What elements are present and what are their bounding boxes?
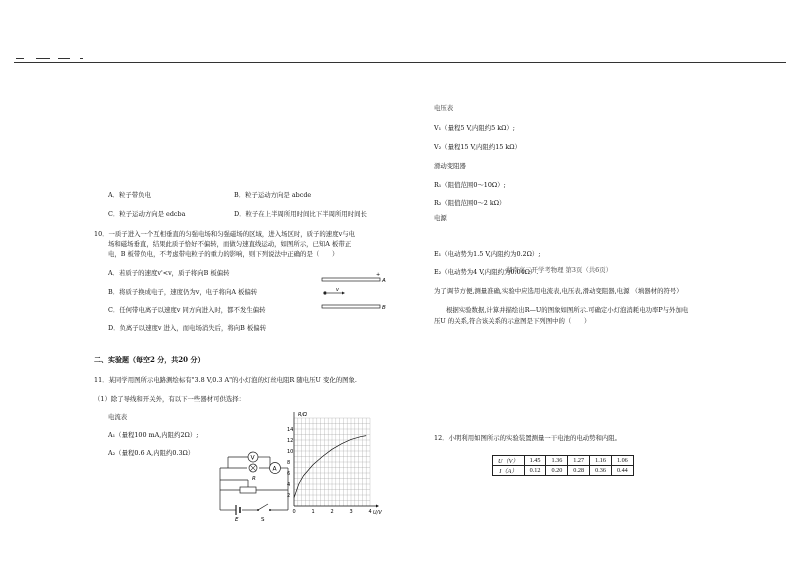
y-axis-label: R/Ω [298,412,307,418]
section2-title: 二、实验题（每空2 分，共20 分） [94,355,205,364]
voltmeter-title: 电压表 [434,104,454,112]
lamp-label-r: R [252,476,256,482]
x-axis-label: U/V [373,510,382,516]
ammeter-title: 电流表 [108,413,128,421]
x-tick-label: 1 [311,509,315,515]
y-tick-label: 14 [287,426,294,433]
ammeter-a2: A₂（量程0.6 A,内阻约0.3Ω） [108,449,195,457]
q10-option-a: A．若质子的速度v'<v，质子将向B 板偏转 [108,269,230,277]
plate-a [322,278,380,281]
ammeter-a1: A₁（量程100 mA,内阻约2Ω）; [108,431,199,439]
x-tick-label: 4 [368,509,372,515]
table-cell: 0.20 [546,466,568,476]
q9-option-b: B．粒子运动方向是 abcde [234,191,312,199]
table-cell: 0.36 [590,466,612,476]
q10-line: 电，B 板带负电，不考虑带电粒子的重力的影响，则下列说法中正确的是（ ） [108,250,339,258]
data-table [492,455,634,476]
series-line [294,436,366,498]
page-footer: 湖南高二开学考物理 第3页（共6页） [506,266,613,274]
q10-line: 场和磁场垂直，结果此质子恰好不偏转，而做匀速直线运动，如图所示，已知A 板带正 [108,240,352,248]
label-plate-a: A [382,278,386,284]
table-cell: 1.16 [590,456,612,466]
source-e1: E₁（电动势为1.5 V,内阻约为0.2Ω）; [434,250,541,258]
voltmeter-v2: V₂（量程15 V,内阻约15 kΩ） [434,143,521,151]
header-mark [36,58,50,59]
plate-b [322,305,380,308]
switch-pivot [257,509,259,511]
arrow-head-icon [342,292,345,295]
header-mark [16,58,24,59]
table-cell: 1.36 [546,456,568,466]
table-cell: 0.28 [568,466,590,476]
rheostat-title: 滑动变阻器 [434,162,466,170]
label-plate-b: B [382,305,386,311]
y-tick-label: 8 [287,459,291,466]
chart-grid [294,418,370,506]
q10-option-b: B．将质子换成电子，速度仍为v，电子将向A 板偏转 [108,288,258,296]
q11-line: （1）除了导线和开关外，有以下一些器材可供选择： [94,395,246,403]
table-cell: 1.27 [568,456,590,466]
plates-figure [316,272,392,314]
x-tick-label: 3 [349,509,353,515]
y-tick-label: 4 [287,481,291,488]
battery-label-e: E [235,517,239,522]
q11-line: 11．某同学用图所示电路测绘标有"3.8 V,0.3 A"的小灯泡的灯丝电阻R 随电压U 变化的图象. [94,376,357,384]
analysis-line: 压U 的关系,符合该关系的示意图是下列图中的（ ） [434,317,591,325]
table-cell: 0.44 [611,466,633,476]
switch-contact [269,509,271,511]
table-row [493,456,634,466]
q12-text: 12．小明利用如图所示的实验装置测量一干电池的电动势和内阻。 [434,434,622,442]
table-cell: 1.06 [611,456,633,466]
voltmeter-v1: V₁（量程5 V,内阻约5 kΩ）; [434,124,515,132]
r-u-chart [284,412,384,516]
rheostat-r1: R₁（阻值范围0～10Ω）; [434,181,506,189]
label-v: v [336,287,339,293]
voltmeter-label: V [250,454,255,462]
table-cell: 0.12 [524,466,546,476]
ammeter-label: A [272,465,277,473]
q10-line: 10．一质子进入一个互相垂直的匀强电场和匀强磁场的区域，进入场区时，质子的速度v与电 [94,230,355,238]
table-cell: U（V） [493,456,525,466]
instruction-paragraph: 为了调节方便,测量准确,实验中应选用电流表,电压表,滑动变阻器,电源 （填器材的符号） [434,287,683,295]
header-mark [80,58,83,59]
proton-dot [323,291,326,294]
q9-option-d: D．粒子在上半周所用时间比下半周所用时间长 [234,210,367,218]
x-axis-arrow-icon [376,505,379,508]
y-tick-label: 10 [287,448,294,455]
y-tick-label: 12 [287,437,294,444]
header-rule [14,62,786,63]
q9-option-a: A．粒子带负电 [108,191,151,199]
table-row [493,466,634,476]
header-mark [58,58,70,59]
q10-option-c: C．任何带电离子以速度v 同方向进入时，都不发生偏转 [108,306,266,314]
q9-option-c: C．粒子运动方向是 edcba [108,210,186,218]
table-cell: I（A） [493,466,525,476]
rheostat-r2: R₂（阻值范围0～2 kΩ） [434,199,506,207]
x-tick-label: 2 [330,509,334,515]
y-tick-label: 2 [287,492,291,499]
q10-option-d: D．负离子以速度v 进入，而电场消失后，将向B 板偏转 [108,324,267,332]
source-title: 电源 [434,214,447,222]
x-tick-label: 0 [292,509,296,515]
y-tick-label: 6 [287,470,291,477]
chart-series [294,436,366,498]
plus-sign: + [376,272,381,278]
table-cell: 1.45 [524,456,546,466]
switch-label-s: S [261,517,265,522]
analysis-line: 根据实验数据,计算并描绘出R—U的图象如图所示.可确定小灯泡消耗电功率P与外加电 [446,306,689,314]
source-e2: E₂（电动势为4 V,内阻约为0.04Ω）. [434,268,539,276]
